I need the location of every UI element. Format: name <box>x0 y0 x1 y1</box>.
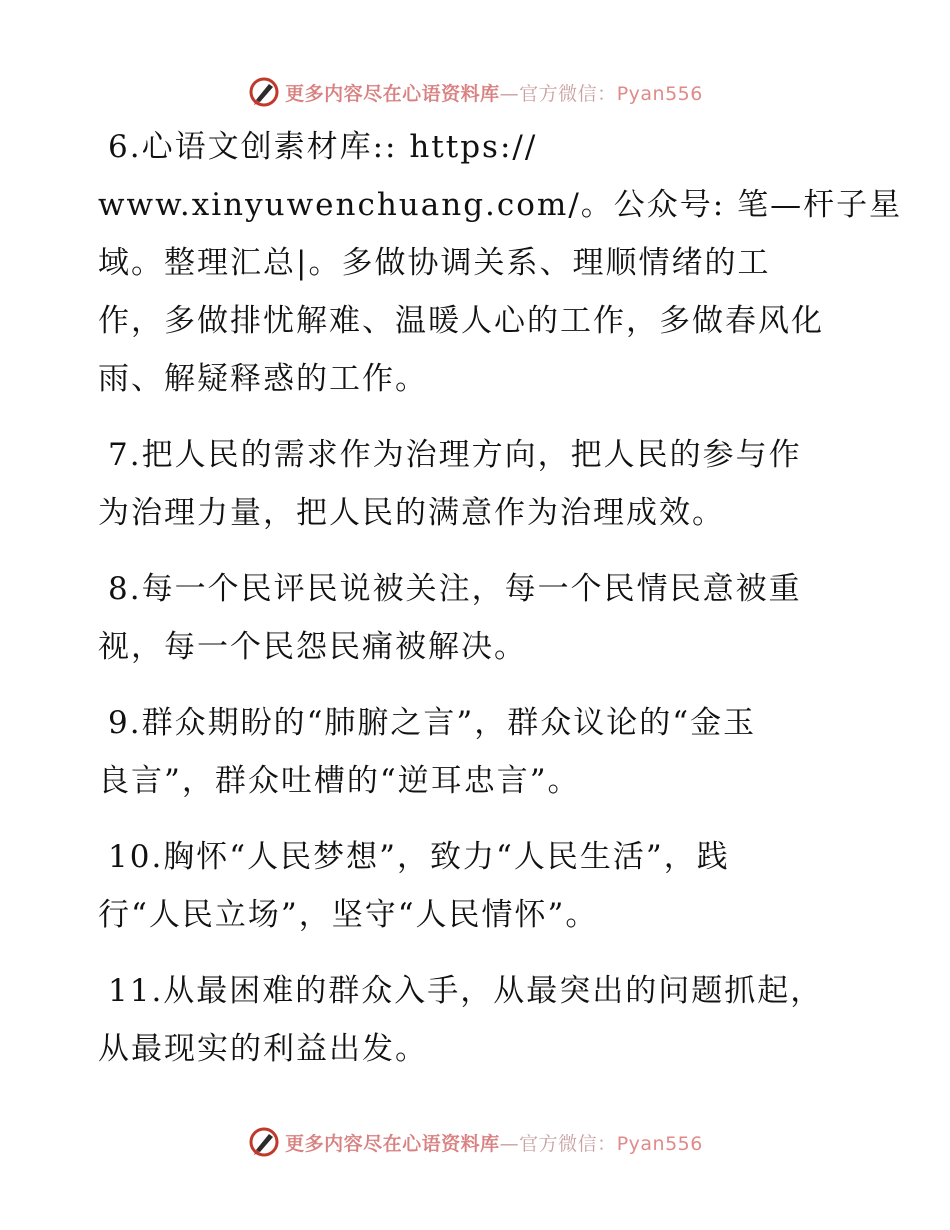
text-line: 从最现实的利益出发。 <box>98 1031 428 1067</box>
text-line: 良言”，群众吐槽的“逆耳忠言”。 <box>98 763 581 799</box>
text-line: 行“人民立场”，坚守“人民情怀”。 <box>98 897 599 933</box>
banner-text-main: 更多内容尽在心语资料库 <box>285 1132 500 1155</box>
banner-wechat-id: Pyan556 <box>616 82 703 105</box>
header-banner <box>0 72 950 112</box>
document-body <box>98 118 903 1096</box>
text-line: 10.胸怀“人民梦想”，致力“人民生活”，践 <box>108 839 730 875</box>
paragraph-11 <box>98 962 858 1078</box>
footer-banner <box>0 1122 950 1162</box>
text-line: 8.每一个民评民说被关注，每一个民情民意被重 <box>108 571 802 607</box>
text-line: 作，多做排忧解难、温暖人心的工作，多做春风化 <box>98 303 824 339</box>
text-line: 域。整理汇总|。多做协调关系、理顺情绪的工 <box>98 245 771 281</box>
paragraph-8 <box>98 560 858 676</box>
banner-text-main: 更多内容尽在心语资料库 <box>285 82 500 105</box>
paragraph-9 <box>98 694 858 810</box>
text-line: www.xinyuwenchuang.com/。公众号: 笔—杆子星 <box>98 187 903 223</box>
text-line: 11.从最困难的群众入手，从最突出的问题抓起， <box>108 973 824 1009</box>
banner-text <box>285 1129 703 1156</box>
pen-circle-logo-icon <box>247 75 281 109</box>
text-line: 雨、解疑释惑的工作。 <box>98 361 428 397</box>
text-line: 为治理力量，把人民的满意作为治理成效。 <box>98 495 725 531</box>
paragraph-10 <box>98 828 858 944</box>
text-line: 9.群众期盼的“肺腑之言”，群众议论的“金玉 <box>108 705 757 741</box>
banner-text <box>285 79 703 106</box>
pen-circle-logo-icon <box>247 1125 281 1159</box>
paragraph-7 <box>98 426 858 542</box>
paragraph-6 <box>98 118 903 408</box>
text-line: 7.把人民的需求作为治理方向，把人民的参与作 <box>108 437 802 473</box>
text-line: 视，每一个民怨民痛被解决。 <box>98 629 527 665</box>
banner-wechat-id: Pyan556 <box>616 1132 703 1155</box>
banner-text-official: —官方微信： <box>499 1132 617 1155</box>
banner-text-official: —官方微信： <box>499 82 617 105</box>
text-line: 6.心语文创素材库:: https:// <box>108 129 538 165</box>
